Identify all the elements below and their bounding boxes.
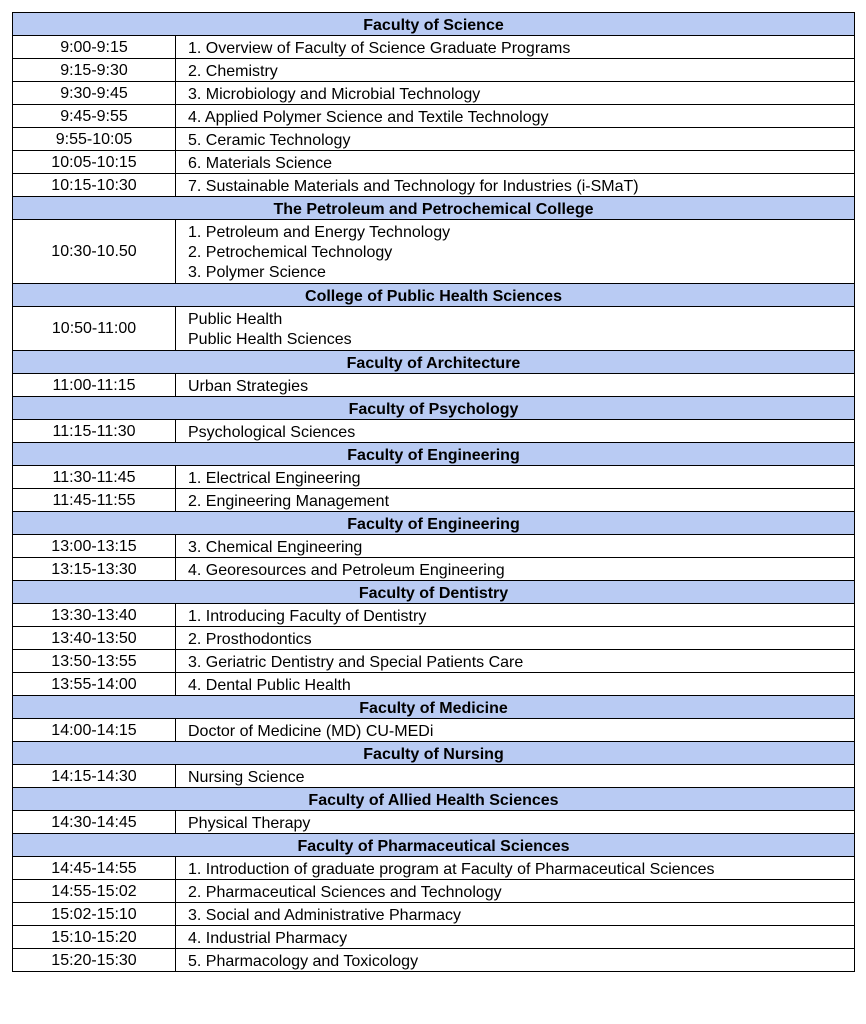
session-topic: Psychological Sciences (188, 424, 356, 441)
session-time: 9:00-9:15 (13, 36, 176, 59)
session-row (13, 220, 855, 284)
session-row (13, 926, 855, 949)
session-row (13, 420, 855, 443)
session-row (13, 174, 855, 197)
session-row (13, 128, 855, 151)
section-title: Faculty of Science (13, 13, 855, 36)
session-topic: 3. Geriatric Dentistry and Special Patients Care (188, 654, 524, 671)
section-header-row (13, 696, 855, 719)
session-topic: 4. Industrial Pharmacy (188, 930, 348, 947)
session-topics (176, 151, 855, 174)
section-title: Faculty of Medicine (13, 696, 855, 719)
session-row (13, 811, 855, 834)
session-time: 11:30-11:45 (13, 466, 176, 489)
section-header-row (13, 581, 855, 604)
section-header-row (13, 351, 855, 374)
session-topics (176, 558, 855, 581)
session-topics (176, 880, 855, 903)
session-topics (176, 903, 855, 926)
section-title: Faculty of Architecture (13, 351, 855, 374)
session-time: 10:05-10:15 (13, 151, 176, 174)
section-header-row (13, 284, 855, 307)
session-time: 9:30-9:45 (13, 82, 176, 105)
session-time: 14:30-14:45 (13, 811, 176, 834)
session-topic: Public Health Sciences (188, 331, 352, 348)
session-topic: 5. Pharmacology and Toxicology (188, 953, 419, 970)
session-row (13, 765, 855, 788)
session-time: 11:45-11:55 (13, 489, 176, 512)
session-row (13, 627, 855, 650)
section-title: Faculty of Dentistry (13, 581, 855, 604)
session-topic: Doctor of Medicine (MD) CU-MEDi (188, 723, 434, 740)
session-time: 9:15-9:30 (13, 59, 176, 82)
session-topics (176, 949, 855, 972)
session-topics (176, 105, 855, 128)
session-topics (176, 673, 855, 696)
session-topic: 2. Chemistry (188, 63, 278, 80)
session-topics (176, 719, 855, 742)
session-topic: Urban Strategies (188, 378, 309, 395)
session-topics (176, 857, 855, 880)
session-topic: 2. Petrochemical Technology (188, 244, 393, 261)
section-title: Faculty of Pharmaceutical Sciences (13, 834, 855, 857)
session-topic: 1. Overview of Faculty of Science Graduate Programs (188, 40, 571, 57)
section-header-row (13, 197, 855, 220)
session-time: 13:30-13:40 (13, 604, 176, 627)
schedule-body (13, 13, 855, 972)
section-header-row (13, 788, 855, 811)
session-topic: 4. Applied Polymer Science and Textile Technology (188, 109, 549, 126)
session-time: 13:55-14:00 (13, 673, 176, 696)
session-topic: 3. Microbiology and Microbial Technology (188, 86, 481, 103)
session-topics (176, 604, 855, 627)
session-topics (176, 489, 855, 512)
session-row (13, 535, 855, 558)
session-topics (176, 627, 855, 650)
session-topic: 3. Chemical Engineering (188, 539, 363, 556)
section-header-row (13, 443, 855, 466)
section-header-row (13, 834, 855, 857)
session-time: 13:40-13:50 (13, 627, 176, 650)
session-topics (176, 466, 855, 489)
section-title: Faculty of Allied Health Sciences (13, 788, 855, 811)
session-topic: Physical Therapy (188, 815, 311, 832)
session-topics (176, 174, 855, 197)
session-time: 14:55-15:02 (13, 880, 176, 903)
session-row (13, 307, 855, 351)
session-time: 9:45-9:55 (13, 105, 176, 128)
session-row (13, 374, 855, 397)
session-topic: 1. Introducing Faculty of Dentistry (188, 608, 427, 625)
session-topic: Public Health (188, 311, 283, 328)
session-topic: 2. Pharmaceutical Sciences and Technology (188, 884, 502, 901)
session-topics (176, 650, 855, 673)
session-topics (176, 307, 855, 351)
section-header-row (13, 397, 855, 420)
session-topics (176, 535, 855, 558)
session-row (13, 558, 855, 581)
session-row (13, 151, 855, 174)
section-title: Faculty of Psychology (13, 397, 855, 420)
session-topic: Nursing Science (188, 769, 305, 786)
session-time: 13:15-13:30 (13, 558, 176, 581)
schedule-table (12, 12, 855, 972)
section-title: The Petroleum and Petrochemical College (13, 197, 855, 220)
session-topics (176, 82, 855, 105)
session-topic: 3. Social and Administrative Pharmacy (188, 907, 462, 924)
session-row (13, 604, 855, 627)
session-row (13, 105, 855, 128)
session-topics (176, 220, 855, 284)
session-row (13, 59, 855, 82)
session-time: 10:50-11:00 (13, 307, 176, 351)
session-topic: 6. Materials Science (188, 155, 333, 172)
session-topic: 4. Georesources and Petroleum Engineering (188, 562, 505, 579)
session-time: 14:00-14:15 (13, 719, 176, 742)
session-time: 15:02-15:10 (13, 903, 176, 926)
session-topics (176, 374, 855, 397)
session-row (13, 880, 855, 903)
session-row (13, 903, 855, 926)
session-time: 10:30-10.50 (13, 220, 176, 284)
session-time: 15:20-15:30 (13, 949, 176, 972)
session-row (13, 82, 855, 105)
session-topic: 3. Polymer Science (188, 264, 326, 281)
session-time: 15:10-15:20 (13, 926, 176, 949)
session-time: 10:15-10:30 (13, 174, 176, 197)
session-topics (176, 420, 855, 443)
session-topic: 2. Engineering Management (188, 493, 390, 510)
session-topics (176, 765, 855, 788)
session-topics (176, 811, 855, 834)
session-time: 9:55-10:05 (13, 128, 176, 151)
section-header-row (13, 512, 855, 535)
session-row (13, 36, 855, 59)
section-header-row (13, 13, 855, 36)
session-topics (176, 59, 855, 82)
session-topic: 7. Sustainable Materials and Technology for Industries (i-SMaT) (188, 178, 639, 195)
session-time: 13:50-13:55 (13, 650, 176, 673)
session-time: 11:00-11:15 (13, 374, 176, 397)
session-topics (176, 128, 855, 151)
session-topic: 5. Ceramic Technology (188, 132, 351, 149)
session-time: 14:45-14:55 (13, 857, 176, 880)
session-row (13, 489, 855, 512)
section-title: Faculty of Engineering (13, 443, 855, 466)
session-row (13, 673, 855, 696)
session-row (13, 650, 855, 673)
session-topic: 4. Dental Public Health (188, 677, 351, 694)
session-row (13, 949, 855, 972)
session-time: 14:15-14:30 (13, 765, 176, 788)
session-topics (176, 926, 855, 949)
session-time: 11:15-11:30 (13, 420, 176, 443)
session-topic: 2. Prosthodontics (188, 631, 312, 648)
session-topic: 1. Petroleum and Energy Technology (188, 224, 451, 241)
session-topic: 1. Introduction of graduate program at Faculty of Pharmaceutical Sciences (188, 861, 715, 878)
section-header-row (13, 742, 855, 765)
session-topic: 1. Electrical Engineering (188, 470, 361, 487)
session-topics (176, 36, 855, 59)
session-time: 13:00-13:15 (13, 535, 176, 558)
section-title: College of Public Health Sciences (13, 284, 855, 307)
session-row (13, 466, 855, 489)
section-title: Faculty of Nursing (13, 742, 855, 765)
section-title: Faculty of Engineering (13, 512, 855, 535)
session-row (13, 719, 855, 742)
session-row (13, 857, 855, 880)
